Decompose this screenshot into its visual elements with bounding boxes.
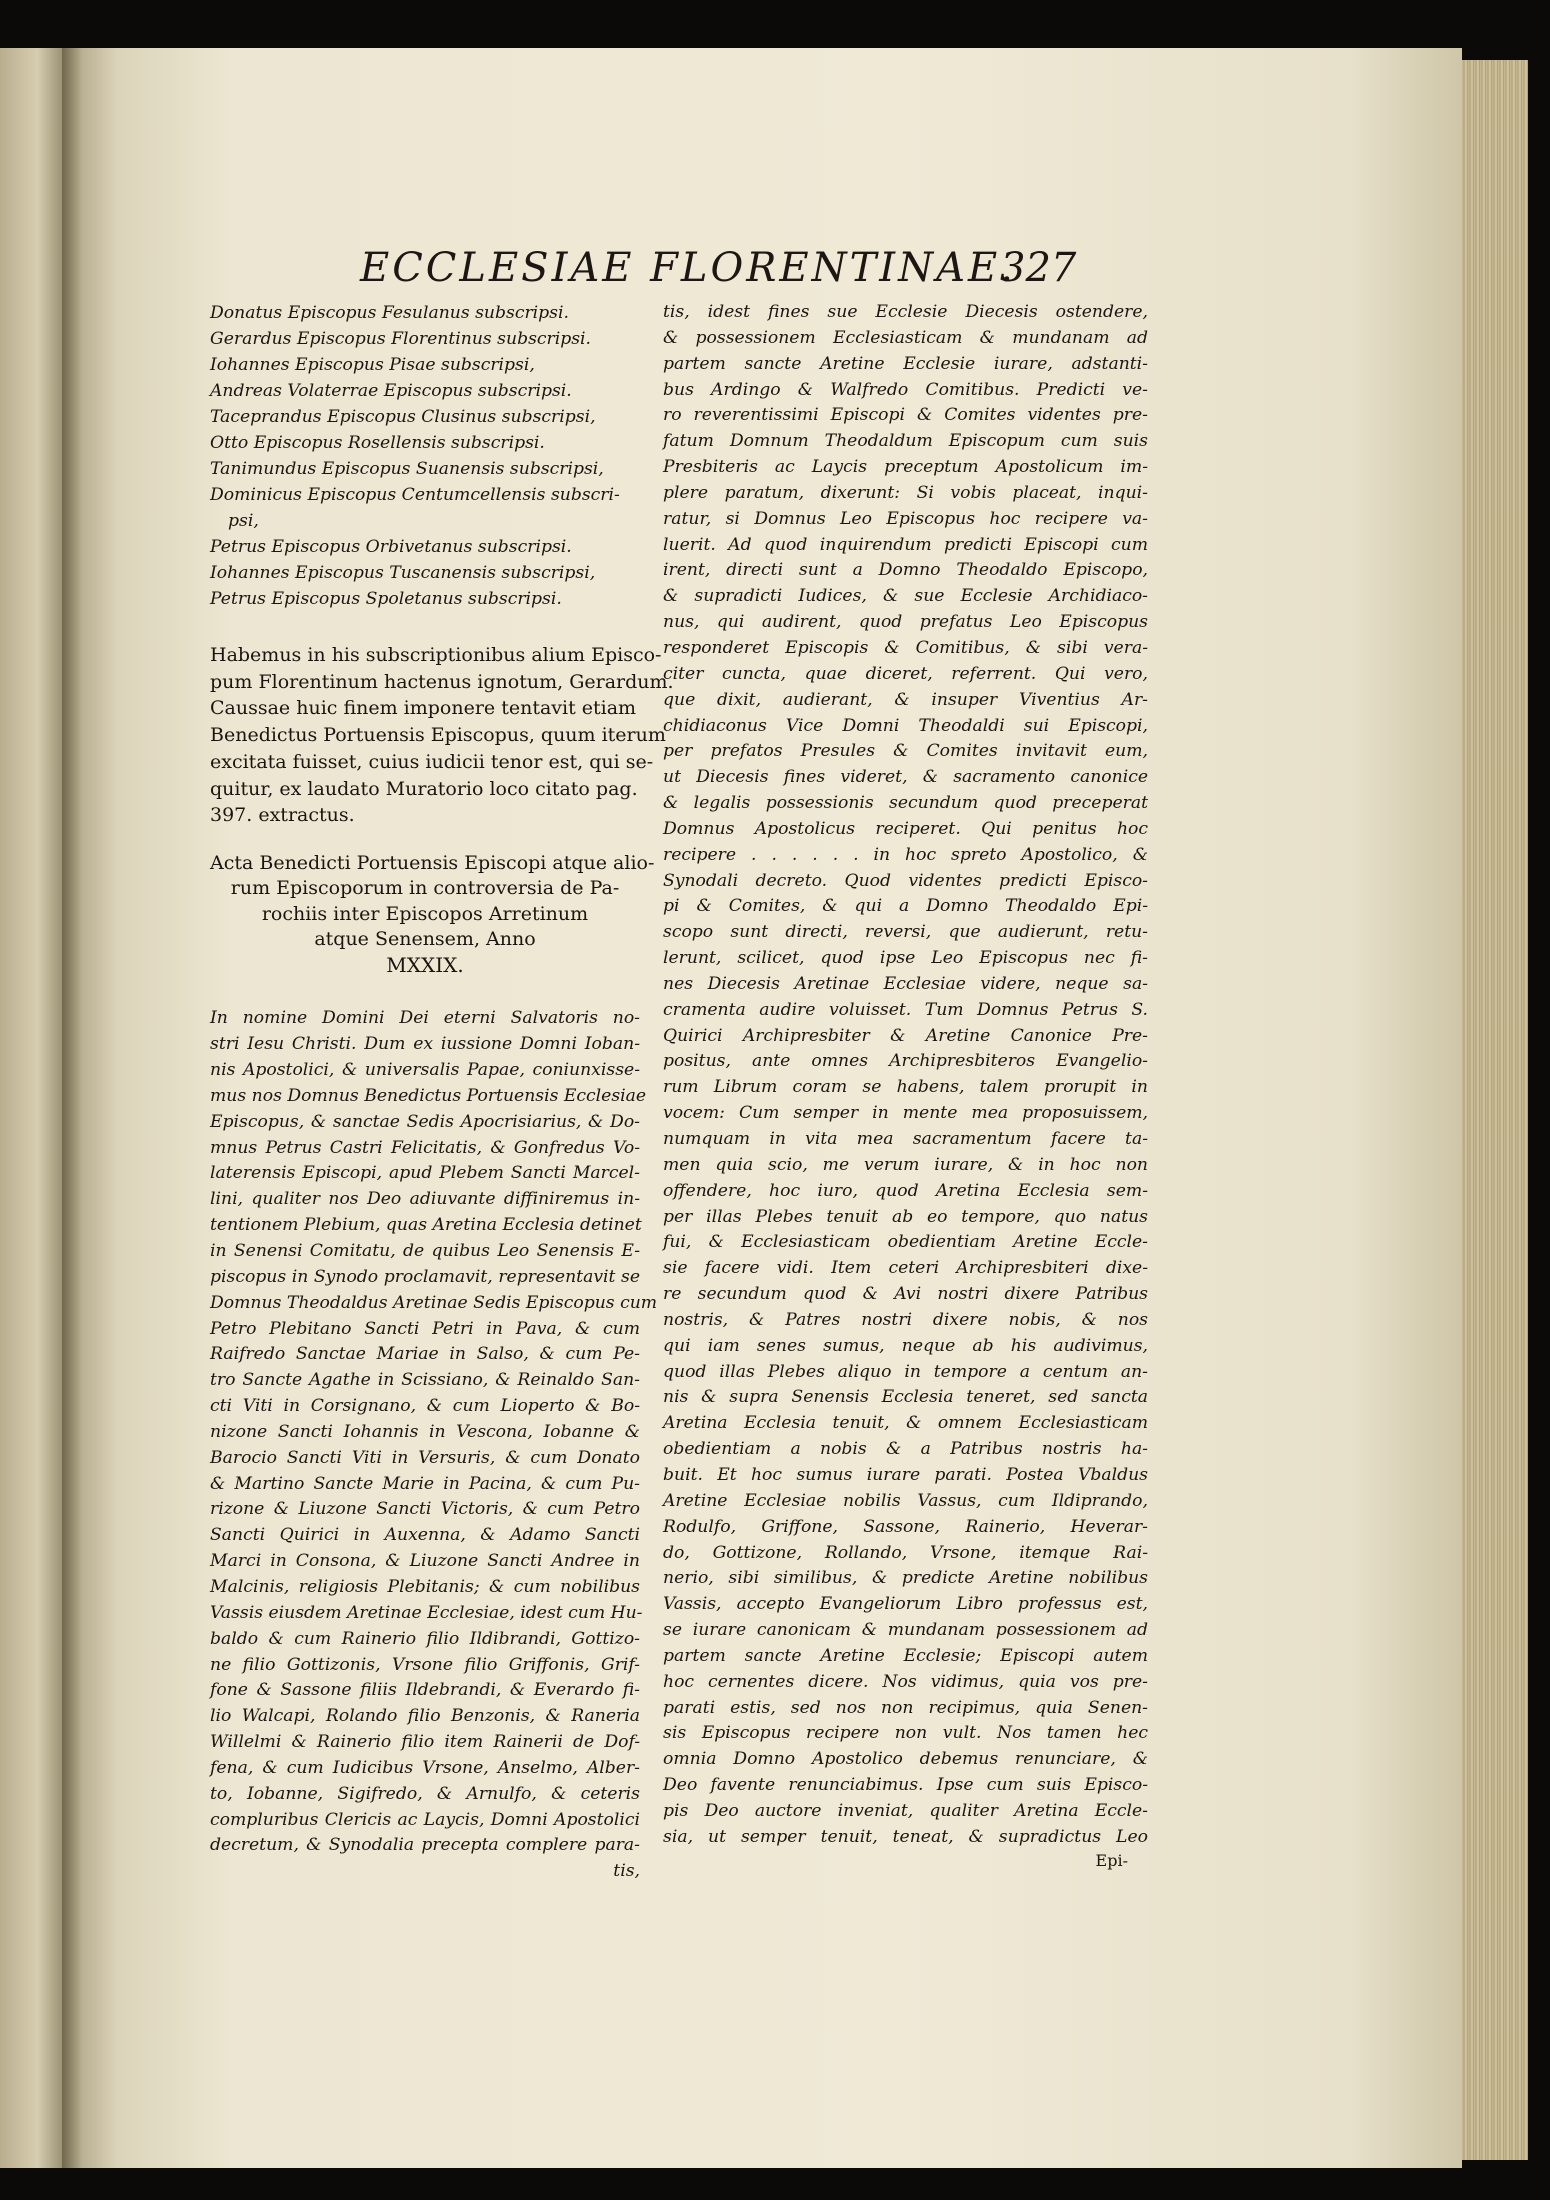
text-line: chidiaconus Vice Domni Theodaldi sui Episcopi, [663,715,1148,736]
text-line: per prefatos Presules & Comites invitavit eum, [663,741,1148,762]
commentary-paragraph [210,642,674,829]
facing-page-edge [0,48,62,2168]
text-line: ne filio Gottizonis, Vrsone filio Griffonis, Grif- [210,1654,640,1675]
signature-line: Iohannes Episcopus Pisae subscripsi, [210,355,535,375]
text-line: sis Episcopus recipere non vult. Nos tamen hec [663,1723,1148,1744]
text-line: lio Walcapi, Rolando filio Benzonis, & Raneria [210,1706,640,1727]
text-line: sia, ut semper tenuit, teneat, & supradictus Leo [663,1826,1148,1847]
page-number: 327 [1000,245,1077,291]
text-line: re secundum quod & Avi nostri dixere Patribus [663,1284,1148,1305]
text-line: & supradicti Iudices, & sue Ecclesie Archidiaco- [663,586,1148,607]
text-line: Aretine Ecclesiae nobilis Vassus, cum Ildiprando, [663,1490,1148,1511]
text-line: bus Ardingo & Walfredo Comitibus. Predicti ve- [663,379,1148,400]
heading-line: atque Senensem, Anno [314,928,536,951]
text-line: rum Librum coram se habens, talem prorupit in [663,1077,1148,1098]
text-line: Willelmi & Rainerio filio item Rainerii de Dof- [210,1732,640,1753]
text-line: & possessionem Ecclesiasticam & mundanam ad [663,327,1148,348]
text-line: citer cuncta, quae diceret, referrent. Qui vero, [663,663,1148,684]
text-line: luerit. Ad quod inquirendum predicti Episcopi cum [663,534,1148,555]
text-line: Aretina Ecclesia tenuit, & omnem Ecclesiasticam [663,1413,1148,1434]
text-line: piscopus in Synodo proclamavit, representavit se [210,1266,640,1287]
text-line: Deo favente renunciabimus. Ipse cum suis Episco- [663,1775,1148,1796]
text-line: quitur, ex laudato Muratorio loco citato pag. [210,777,638,800]
document-body-left [210,1006,658,1885]
text-line: sie facere vidi. Item ceteri Archipresbiteri dixe- [663,1258,1148,1279]
text-line: nis & supra Senensis Ecclesia teneret, sed sancta [663,1387,1148,1408]
text-line: & legalis possessionis secundum quod preceperat [663,793,1148,814]
text-line: nus, qui audirent, quod prefatus Leo Episcopus [663,612,1148,633]
text-line: to, Iobanne, Sigifredo, & Arnulfo, & ceteris [210,1783,640,1804]
text-line: tro Sancte Agathe in Scissiano, & Reinaldo San- [210,1370,640,1391]
text-line: ut Diecesis fines videret, & sacramento canonice [663,767,1148,788]
text-line: baldo & cum Rainerio filio Ildibrandi, Gottizo- [210,1628,640,1649]
text-line: offendere, hoc iuro, quod Aretina Ecclesia sem- [663,1180,1148,1201]
text-line: nis Apostolici, & universalis Papae, coniunxisse- [210,1060,640,1081]
text-line: Domnus Theodaldus Aretinae Sedis Episcopus cum [210,1292,658,1313]
text-line: mnus Petrus Castri Felicitatis, & Gonfredus Vo- [210,1137,640,1158]
text-line: Presbiteris ac Laycis preceptum Apostolicum im- [663,457,1148,478]
catchword: Epi- [1095,1850,1128,1870]
text-line: fatum Domnum Theodaldum Episcopum cum suis [663,431,1148,452]
text-line: cti Viti in Corsignano, & cum Lioperto & Bo- [210,1396,640,1417]
text-line: per illas Plebes tenuit ab eo tempore, quo natus [663,1206,1148,1227]
text-line: nostris, & Patres nostri dixere nobis, & nos [663,1309,1148,1330]
text-line: In nomine Domini Dei eterni Salvatoris no- [210,1008,640,1029]
text-line: rizone & Liuzone Sancti Victoris, & cum Petro [210,1499,640,1520]
text-line: plere paratum, dixerunt: Si vobis placeat, inqui- [663,482,1148,503]
text-line: men quia scio, me verum iurare, & in hoc non [663,1154,1148,1175]
text-line: laterensis Episcopi, apud Plebem Sancti Marcel- [210,1163,640,1184]
heading-line: Acta Benedicti Portuensis Episcopi atque alio- [210,851,655,874]
text-line: Benedictus Portuensis Episcopus, quum iterum [210,724,666,747]
text-line: excitata fuisset, cuius iudicii tenor est, qui se- [210,750,654,773]
text-line: Petro Plebitano Sancti Petri in Pava, & cum [210,1318,640,1339]
text-line: cramenta audire voluisset. Tum Domnus Petrus S. [663,999,1148,1020]
heading-line: rum Episcoporum in controversia de Pa- [230,877,620,900]
heading-year: MXXIX. [386,952,464,977]
text-line: positus, ante omnes Archipresbiteros Evangelio- [663,1051,1148,1072]
text-line: in Senensi Comitatu, de quibus Leo Senensis E- [210,1241,640,1262]
signature-line: Otto Episcopus Rosellensis subscripsi. [210,433,545,453]
text-line: scopo sunt directi, reversi, que audierunt, retu- [663,922,1148,943]
text-line: stri Iesu Christi. Dum ex iussione Domni Ioban- [210,1034,640,1055]
text-line: partem sancte Aretine Ecclesie iurare, adstanti- [663,353,1148,374]
text-line: fena, & cum Iudicibus Vrsone, Anselmo, Alber- [210,1757,640,1778]
text-line: qui iam senes sumus, neque ab his audivimus, [663,1335,1148,1356]
signature-line: Petrus Episcopus Orbivetanus subscripsi. [210,537,572,557]
text-line: omnia Domno Apostolico debemus renunciare, & [663,1749,1148,1770]
heading-line: rochiis inter Episcopos Arretinum [261,902,589,925]
signature-line: Petrus Episcopus Spoletanus subscripsi. [210,589,562,609]
text-line: fui, & Ecclesiasticam obedientiam Aretine Eccle- [663,1232,1148,1253]
text-line: Marci in Consona, & Liuzone Sancti Andree in [210,1551,640,1572]
text-line: lini, qualiter nos Deo adiuvante diffiniremus in- [210,1189,640,1210]
fore-edge [1462,60,1528,2160]
text-line: hoc cernentes dicere. Nos vidimus, quia vos pre- [663,1671,1148,1692]
text-line: se iurare canonicam & mundanam possessionem ad [663,1620,1148,1641]
text-line: Vassis, accepto Evangeliorum Libro professus est, [663,1594,1148,1615]
text-line: vocem: Cum semper in mente mea proposuissem, [663,1103,1148,1124]
text-line: Vassis eiusdem Aretinae Ecclesiae, idest cum Hu- [210,1602,643,1623]
text-line: compluribus Clericis ac Laycis, Domni Apostolici [210,1809,640,1830]
text-line: Sancti Quirici in Auxenna, & Adamo Sancti [210,1525,640,1546]
text-line: tentionem Plebium, quas Aretina Ecclesia detinet [210,1215,642,1236]
text-line: Caussae huic finem imponere tentavit etiam [210,697,637,720]
text-line: Quirici Archipresbiter & Aretine Canonice Pre- [663,1025,1148,1046]
signature-line: Gerardus Episcopus Florentinus subscripsi. [210,329,592,349]
signature-line: psi, [228,511,259,531]
text-line: pum Florentinum hactenus ignotum, Gerardum. [210,670,674,693]
text-line: partem sancte Aretine Ecclesie; Episcopi autem [663,1645,1148,1666]
signature-line: Tanimundus Episcopus Suanensis subscripsi, [210,459,604,479]
text-line: Habemus in his subscriptionibus alium Episco- [210,644,662,666]
text-line: mus nos Domnus Benedictus Portuensis Ecclesiae [210,1085,647,1106]
signature-line: Donatus Episcopus Fesulanus subscripsi. [210,303,569,323]
text-line: ro reverentissimi Episcopi & Comites videntes pre- [663,405,1148,426]
text-line: nerio, sibi similibus, & predicte Aretine nobilibus [663,1568,1148,1589]
section-heading [210,851,655,979]
text-line: ratur, si Domnus Leo Episcopus hoc recipere va- [663,508,1148,529]
text-line: irent, directi sunt a Domno Theodaldo Episcopo, [663,560,1148,581]
text-line: quod illas Plebes aliquo in tempore a centum an- [663,1361,1148,1382]
text-line: parati estis, sed nos non recipimus, quia Senen- [663,1697,1148,1718]
text-line: Domnus Apostolicus reciperet. Qui penitus hoc [663,818,1148,839]
text-line: recipere . . . . . . in hoc spreto Apostolico, & [663,844,1148,865]
text-line: pis Deo auctore inveniat, qualiter Aretina Eccle- [663,1800,1148,1821]
text-line: pi & Comites, & qui a Domno Theodaldo Epi- [663,896,1148,917]
text-line: decretum, & Synodalia precepta complere para- [210,1835,640,1856]
text-line: que dixit, audierant, & insuper Viventius Ar- [663,689,1148,710]
text-line: Synodali decreto. Quod videntes predicti Episco- [663,870,1148,891]
gutter-shadow [62,48,82,2168]
catchword: tis, [613,1861,640,1882]
running-head: ECCLESIAE FLORENTINAE. [360,245,1016,291]
text-line: lerunt, scilicet, quod ipse Leo Episcopus nec fi- [663,948,1148,969]
text-line: buit. Et hoc sumus iurare parati. Postea Vbaldus [663,1464,1148,1485]
text-line: Raifredo Sanctae Mariae in Salso, & cum Pe- [210,1344,640,1365]
text-line: & Martino Sancte Marie in Pacina, & cum Pu- [210,1473,640,1494]
right-column [663,300,1148,1870]
text-line: Barocio Sancti Viti in Versuris, & cum Donato [210,1447,640,1468]
text-line: tis, idest fines sue Ecclesie Diecesis ostendere, [663,302,1148,322]
text-line: obedientiam a nobis & a Patribus nostris ha- [663,1439,1148,1460]
text-line: responderet Episcopis & Comitibus, & sibi vera- [663,637,1148,658]
signature-line: Taceprandus Episcopus Clusinus subscripsi, [210,407,596,427]
signature-line: Iohannes Episcopus Tuscanensis subscripsi, [210,563,596,583]
text-line: do, Gottizone, Rollando, Vrsone, itemque Rai- [663,1542,1148,1563]
signature-line: Andreas Volaterrae Episcopus subscripsi. [210,381,572,401]
text-line: nes Diecesis Aretinae Ecclesiae videre, neque sa- [663,973,1148,994]
left-column [210,300,674,1885]
text-line: Episcopus, & sanctae Sedis Apocrisiarius, & Do- [210,1111,640,1132]
text-line: 397. extractus. [210,804,355,827]
text-line: Malcinis, religiosis Plebitanis; & cum nobilibus [210,1576,640,1597]
text-line: Rodulfo, Griffone, Sassone, Rainerio, Heverar- [663,1516,1148,1537]
text-line: numquam in vita mea sacramentum facere ta- [663,1129,1148,1149]
signature-list [210,300,640,612]
signature-line: Dominicus Episcopus Centumcellensis subscri- [210,485,620,505]
text-line: nizone Sancti Iohannis in Vescona, Iobanne & [210,1421,640,1442]
text-line: fone & Sassone filiis Ildebrandi, & Everardo fi- [210,1680,640,1701]
